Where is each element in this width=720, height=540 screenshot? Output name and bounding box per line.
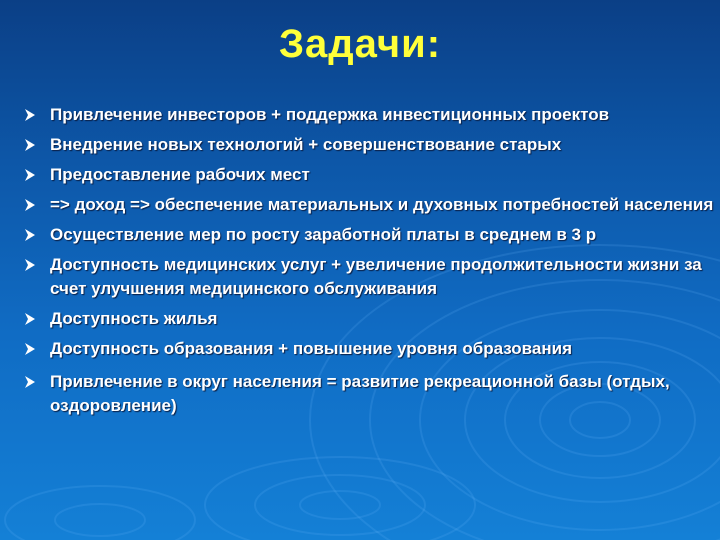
bullet-text: Привлечение инвесторов + поддержка инвестиционных проектов [50, 105, 610, 124]
arrowhead-right-icon [24, 343, 36, 355]
bullet-item [24, 253, 714, 301]
bullet-item [24, 223, 714, 247]
bullet-text: Привлечение в округ населения = развитие рекреационной базы (отдых, оздоровление) [50, 372, 670, 415]
arrowhead-right-icon [24, 139, 36, 151]
bullet-text: Осуществление мер по росту заработной платы в среднем в 3 р [50, 225, 597, 244]
bullet-text: Доступность жилья [50, 309, 218, 328]
bullet-item [24, 337, 714, 361]
bullet-text: Доступность образования + повышение уровня образования [50, 339, 572, 358]
bullet-item [24, 133, 714, 157]
bullet-text: Предоставление рабочих мест [50, 165, 310, 184]
bullet-text: => доход => обеспечение материальных и духовных потребностей населения [50, 195, 714, 214]
bullet-text: Доступность медицинских услуг + увеличение продолжительности жизни за счет улучшения медицинского обслуживания [50, 255, 702, 298]
arrowhead-right-icon [24, 376, 36, 388]
bullet-item [24, 103, 714, 127]
arrowhead-right-icon [24, 109, 36, 121]
bullet-item [24, 163, 714, 187]
arrowhead-right-icon [24, 229, 36, 241]
bullet-list [24, 103, 714, 424]
arrowhead-right-icon [24, 259, 36, 271]
arrowhead-right-icon [24, 199, 36, 211]
arrowhead-right-icon [24, 313, 36, 325]
arrowhead-right-icon [24, 169, 36, 181]
bullet-item [24, 193, 714, 217]
slide-title: Задачи: [278, 22, 442, 66]
bullet-item [24, 307, 714, 331]
bullet-text: Внедрение новых технологий + совершенствование старых [50, 135, 562, 154]
bullet-item [24, 370, 714, 418]
